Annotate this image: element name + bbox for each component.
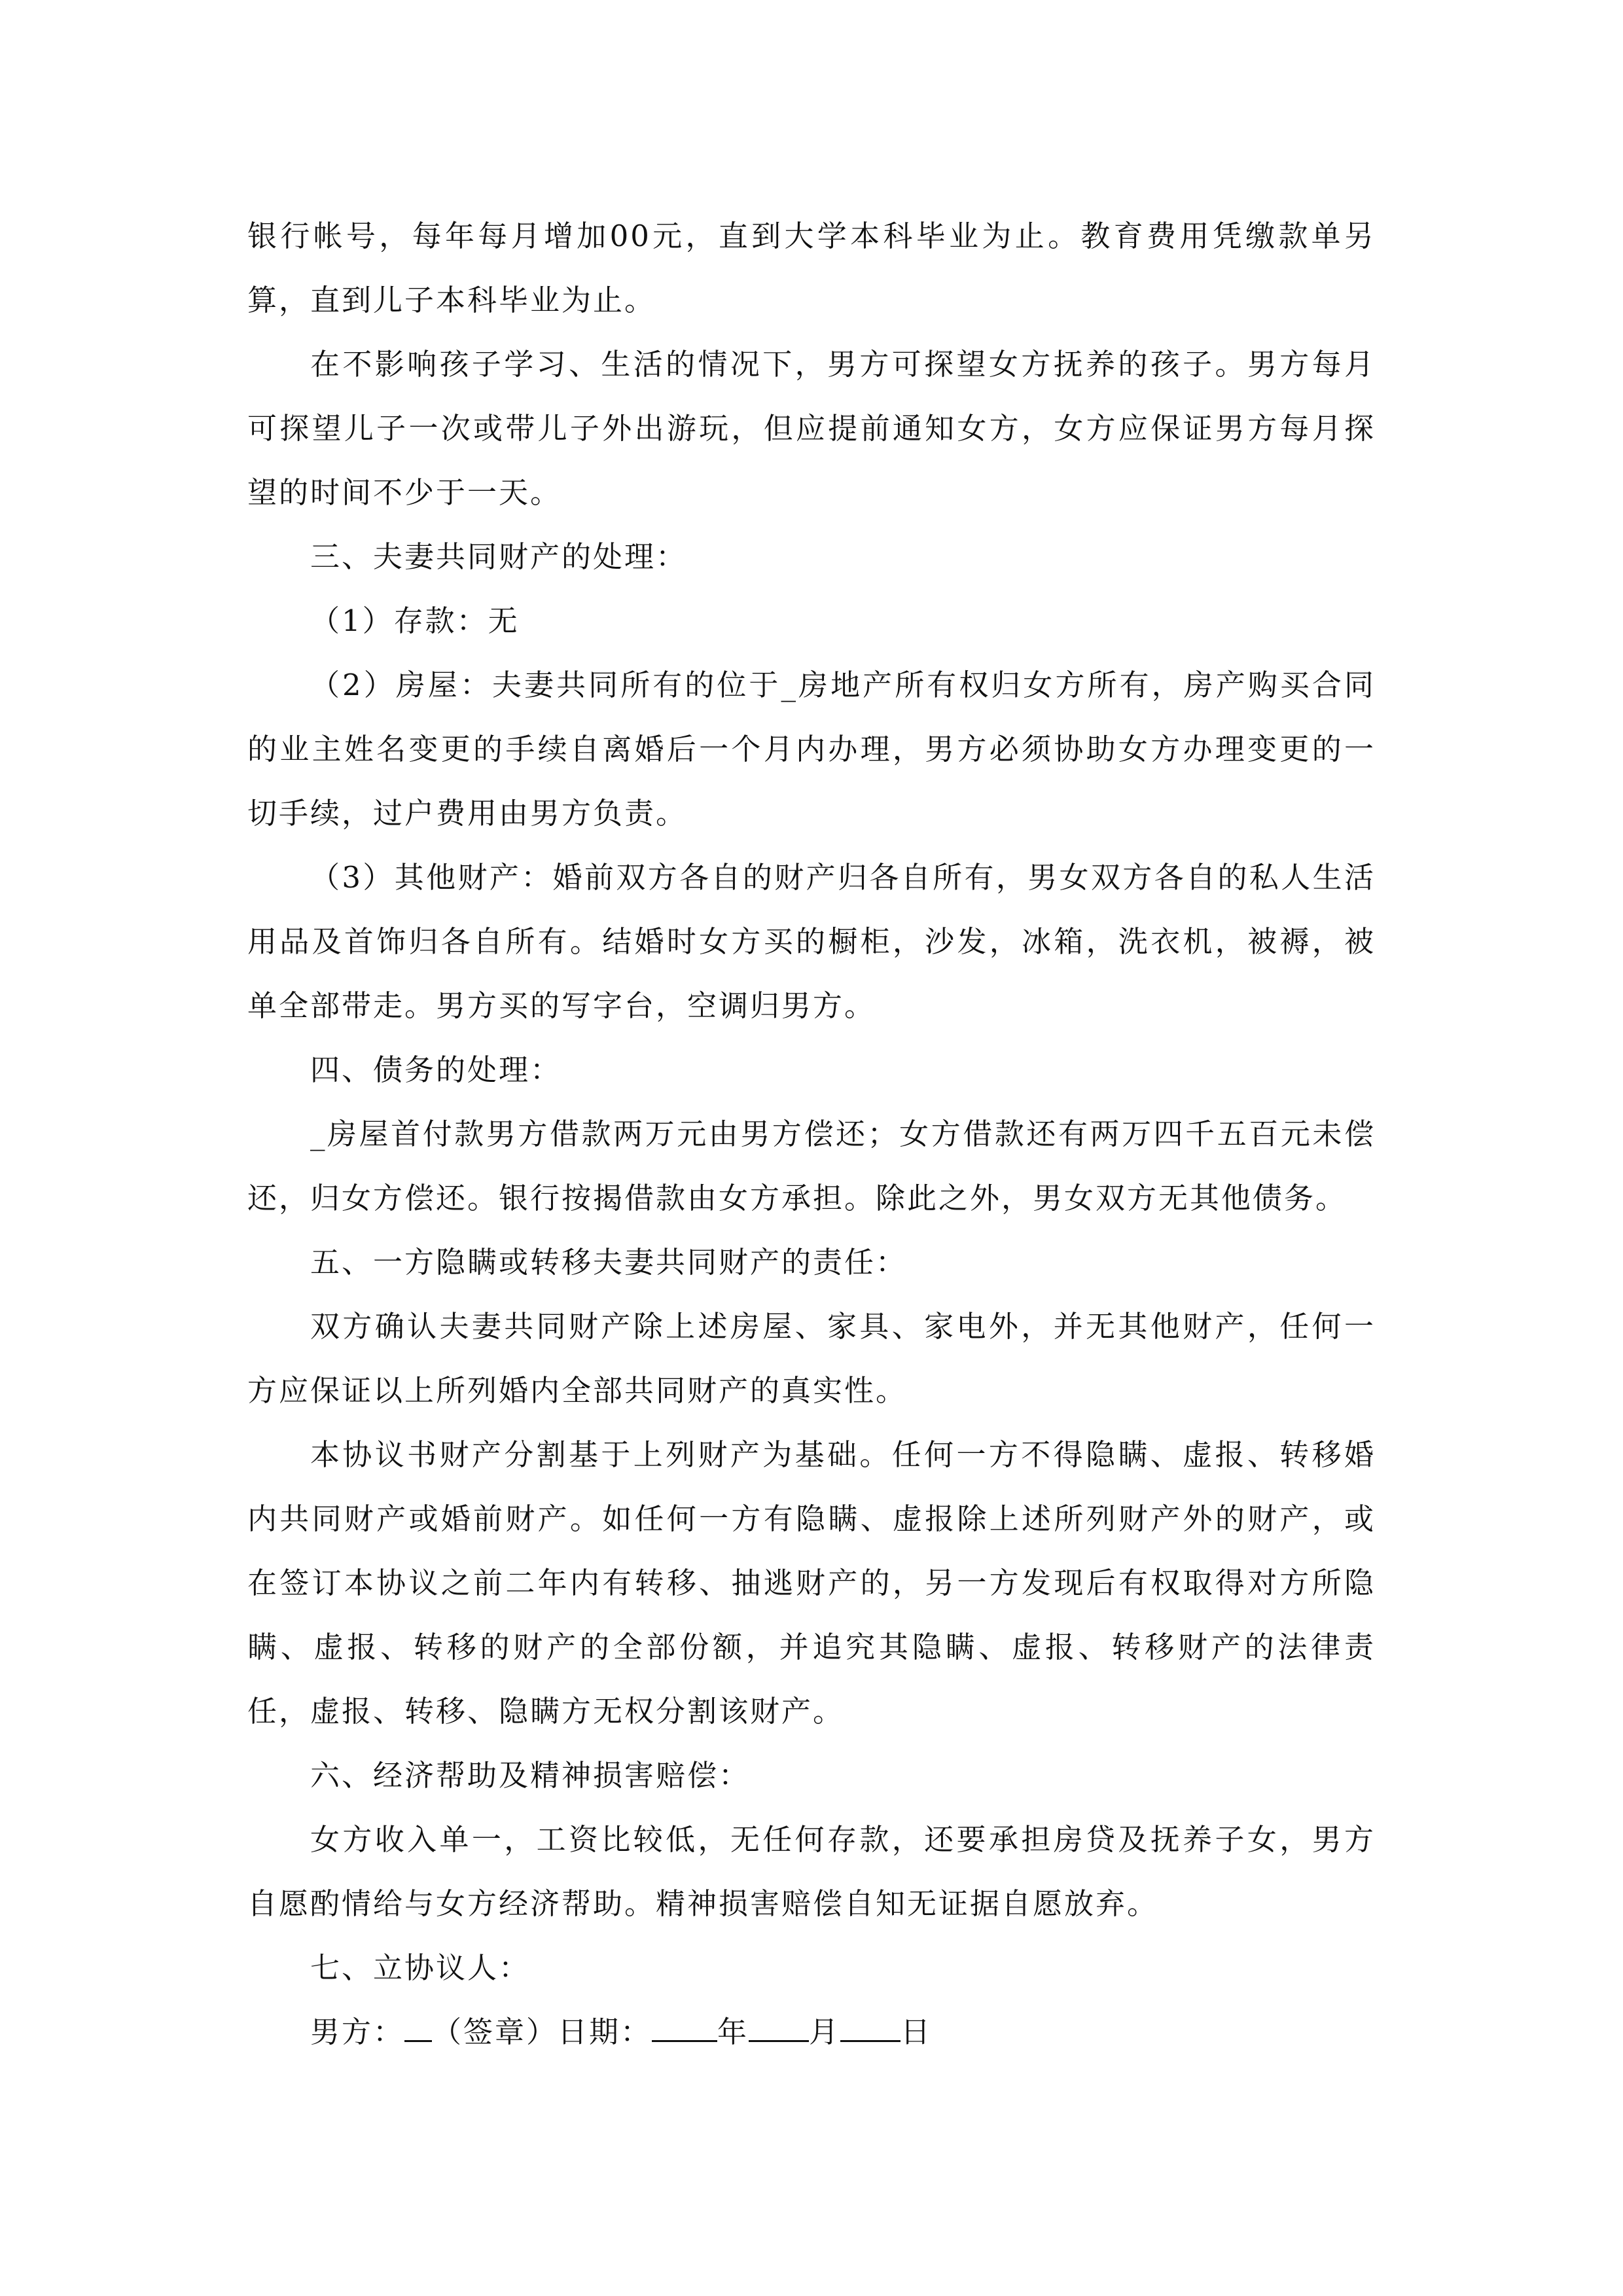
month-label: 月 [809, 2015, 841, 2049]
year-blank[interactable] [652, 2014, 717, 2042]
section-heading-property: 三、夫妻共同财产的处理： [310, 539, 688, 574]
month-blank[interactable] [749, 2014, 809, 2042]
document-body [247, 204, 1376, 2064]
year-label: 年 [717, 2015, 749, 2049]
section-heading-debts: 四、债务的处理： [310, 1052, 562, 1087]
day-label: 日 [901, 2015, 933, 2049]
day-blank[interactable] [840, 2014, 901, 2042]
paragraph-debts: _房屋首付款男方借款两万元由男方偿还；女方借款还有两万四千五百元未偿还，归女方偿还。银行按揭借款由女方承担。除此之外，男女双方无其他债务。 [247, 1117, 1376, 1215]
signature-blank[interactable] [404, 2014, 432, 2042]
item-other-property: （3）其他财产：婚前双方各自的财产归各自所有，男女双方各自的私人生活用品及首饰归各自所有。结婚时女方买的橱柜，沙发，冰箱，洗衣机，被褥，被单全部带走。男方买的写字台，空调归男方。 [247, 860, 1376, 1023]
paragraph-tuition-payment: 银行帐号，每年每月增加00元，直到大学本科毕业为止。教育费用凭缴款单另算，直到儿子本科毕业为止。 [247, 219, 1376, 317]
party-label: 男方： [310, 2015, 405, 2049]
signature-line [247, 2000, 1376, 2064]
item-savings: （1）存款：无 [310, 603, 520, 638]
item-housing: （2）房屋：夫妻共同所有的位于_房地产所有权归女方所有，房产购买合同的业主姓名变更的手续自离婚后一个月内办理，男方必须协助女方办理变更的一切手续，过户费用由男方负责。 [247, 668, 1376, 831]
paragraph-compensation: 女方收入单一，工资比较低，无任何存款，还要承担房贷及抚养子女，男方自愿酌情给与女方经济帮助。精神损害赔偿自知无证据自愿放弃。 [247, 1822, 1376, 1921]
section-heading-concealment: 五、一方隐瞒或转移夫妻共同财产的责任： [310, 1245, 908, 1280]
seal-date-label: （签章）日期： [432, 2015, 652, 2049]
paragraph-visitation: 在不影响孩子学习、生活的情况下，男方可探望女方抚养的孩子。男方每月可探望儿子一次或带儿子外出游玩，但应提前通知女方，女方应保证男方每月探望的时间不少于一天。 [247, 347, 1376, 510]
section-heading-signatories: 七、立协议人： [310, 1950, 531, 1985]
paragraph-confirmation: 双方确认夫妻共同财产除上述房屋、家具、家电外，并无其他财产，任何一方应保证以上所列婚内全部共同财产的真实性。 [247, 1309, 1376, 1408]
paragraph-division-basis: 本协议书财产分割基于上列财产为基础。任何一方不得隐瞒、虚报、转移婚内共同财产或婚前财产。如任何一方有隐瞒、虚报除上述所列财产外的财产，或在签订本协议之前二年内有转移、抽逃财产的，另一方发现后有权取得对方所隐瞒、虚报、转移的财产的全部份额，并追究其隐瞒、虚报、转移财产的法律责任，虚报、转移、隐瞒方无权分割该财产。 [247, 1437, 1376, 1729]
section-heading-compensation: 六、经济帮助及精神损害赔偿： [310, 1758, 751, 1793]
